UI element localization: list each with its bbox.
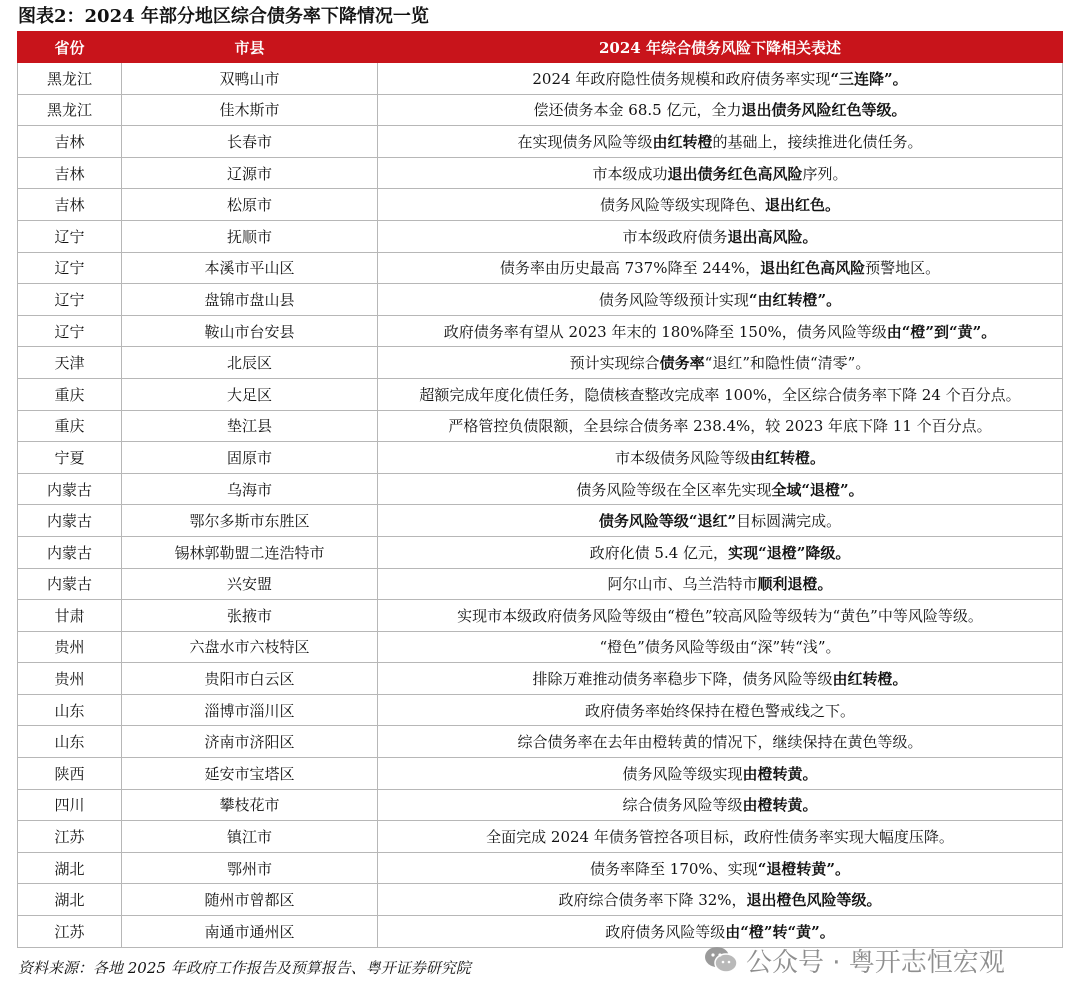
description-emphasis: 退出债务风险红色等级。 bbox=[741, 101, 907, 120]
city-cell: 张掖市 bbox=[122, 600, 378, 632]
description-text: 政府债务率有望从 2023 年末的 180%降至 150%，债务风险等级 bbox=[443, 322, 887, 341]
province-cell: 辽宁 bbox=[18, 252, 122, 284]
province-cell: 天津 bbox=[18, 347, 122, 379]
city-cell: 长春市 bbox=[122, 126, 378, 158]
city-cell: 延安市宝塔区 bbox=[122, 758, 378, 790]
table-row bbox=[18, 663, 1063, 695]
description-text: 预计实现综合 bbox=[569, 354, 660, 373]
description-text: 市本级成功 bbox=[592, 164, 668, 183]
description-text: 实现市本级政府债务风险等级由“橙色”较高风险等级转为“黄色”中等风险等级。 bbox=[457, 606, 983, 625]
description-text: 政府债务风险等级 bbox=[605, 922, 726, 941]
province-cell: 辽宁 bbox=[18, 315, 122, 347]
city-cell: 本溪市平山区 bbox=[122, 252, 378, 284]
description-cell bbox=[378, 378, 1063, 410]
description-text: 目标圆满完成。 bbox=[736, 512, 842, 531]
description-emphasis: 退出债务红色高风险 bbox=[667, 164, 803, 183]
city-cell: 大足区 bbox=[122, 378, 378, 410]
table-row bbox=[18, 505, 1063, 537]
description-text: 综合债务风险等级 bbox=[622, 796, 743, 815]
province-cell: 陕西 bbox=[18, 758, 122, 790]
table-row bbox=[18, 631, 1063, 663]
description-cell bbox=[378, 315, 1063, 347]
table-row bbox=[18, 789, 1063, 821]
description-text: 政府债务率始终保持在橙色警戒线之下。 bbox=[584, 701, 855, 720]
table-row bbox=[18, 189, 1063, 221]
description-emphasis: 由红转橙 bbox=[652, 132, 713, 151]
table-row bbox=[18, 347, 1063, 379]
description-cell bbox=[378, 126, 1063, 158]
table-row bbox=[18, 126, 1063, 158]
table-row bbox=[18, 157, 1063, 189]
description-emphasis: 实现“退橙”降级。 bbox=[728, 543, 851, 562]
description-text: 全面完成 2024 年债务管控各项目标，政府性债务率实现大幅度压降。 bbox=[486, 828, 954, 847]
description-cell bbox=[378, 473, 1063, 505]
description-cell bbox=[378, 758, 1063, 790]
description-text: 市本级债务风险等级 bbox=[614, 448, 750, 467]
description-cell bbox=[378, 189, 1063, 221]
description-cell bbox=[378, 94, 1063, 126]
description-text: 的基础上，接续推进化债任务。 bbox=[712, 132, 923, 151]
table-header-row bbox=[18, 32, 1063, 63]
table-row bbox=[18, 63, 1063, 95]
province-cell: 内蒙古 bbox=[18, 536, 122, 568]
description-cell bbox=[378, 726, 1063, 758]
wechat-icon bbox=[704, 945, 738, 975]
city-cell: 垫江县 bbox=[122, 410, 378, 442]
description-cell bbox=[378, 157, 1063, 189]
description-emphasis: 由橙转黄。 bbox=[742, 764, 818, 783]
description-text: 偿还债务本金 68.5 亿元，全力 bbox=[533, 101, 742, 120]
header-description: 2024 年综合债务风险下降相关表述 bbox=[378, 32, 1063, 63]
table-row bbox=[18, 600, 1063, 632]
description-emphasis: 由“橙”到“黄”。 bbox=[886, 322, 997, 341]
header-city: 市县 bbox=[122, 32, 378, 63]
debt-table bbox=[17, 31, 1063, 948]
city-cell: 佳木斯市 bbox=[122, 94, 378, 126]
table-row bbox=[18, 758, 1063, 790]
watermark-text: 公众号 · 粤开志恒宏观 bbox=[746, 947, 1005, 978]
table-body bbox=[18, 63, 1063, 948]
city-cell: 兴安盟 bbox=[122, 568, 378, 600]
city-cell: 固原市 bbox=[122, 442, 378, 474]
city-cell: 鞍山市台安县 bbox=[122, 315, 378, 347]
province-cell: 山东 bbox=[18, 726, 122, 758]
description-cell bbox=[378, 284, 1063, 316]
description-emphasis: 由橙转黄。 bbox=[742, 796, 818, 815]
province-cell: 吉林 bbox=[18, 189, 122, 221]
description-cell bbox=[378, 536, 1063, 568]
city-cell: 辽源市 bbox=[122, 157, 378, 189]
description-cell bbox=[378, 63, 1063, 95]
description-cell bbox=[378, 631, 1063, 663]
description-cell bbox=[378, 568, 1063, 600]
description-cell bbox=[378, 252, 1063, 284]
table-row bbox=[18, 220, 1063, 252]
description-cell bbox=[378, 789, 1063, 821]
city-cell: 攀枝花市 bbox=[122, 789, 378, 821]
province-cell: 辽宁 bbox=[18, 220, 122, 252]
table-row bbox=[18, 442, 1063, 474]
description-emphasis: “由红转橙”。 bbox=[748, 290, 842, 309]
province-cell: 宁夏 bbox=[18, 442, 122, 474]
city-cell: 贵阳市白云区 bbox=[122, 663, 378, 695]
description-cell bbox=[378, 220, 1063, 252]
city-cell: 镇江市 bbox=[122, 821, 378, 853]
city-cell: 乌海市 bbox=[122, 473, 378, 505]
city-cell: 北辰区 bbox=[122, 347, 378, 379]
table-row bbox=[18, 378, 1063, 410]
description-emphasis: 退出红色高风险 bbox=[760, 259, 866, 278]
description-emphasis: “退橙转黄”。 bbox=[757, 859, 850, 878]
province-cell: 吉林 bbox=[18, 157, 122, 189]
description-text: 政府化债 5.4 亿元， bbox=[589, 543, 729, 562]
description-cell bbox=[378, 347, 1063, 379]
description-cell bbox=[378, 442, 1063, 474]
description-emphasis: 退出橙色风险等级。 bbox=[746, 891, 882, 910]
city-cell: 抚顺市 bbox=[122, 220, 378, 252]
description-text: 阿尔山市、乌兰浩特市 bbox=[607, 575, 758, 594]
table-row bbox=[18, 884, 1063, 916]
province-cell: 山东 bbox=[18, 694, 122, 726]
description-text: 市本级政府债务 bbox=[622, 227, 728, 246]
description-cell bbox=[378, 600, 1063, 632]
city-cell: 松原市 bbox=[122, 189, 378, 221]
description-text: 债务风险等级实现 bbox=[622, 764, 743, 783]
description-emphasis: 顺利退橙。 bbox=[757, 575, 833, 594]
description-text: 预警地区。 bbox=[865, 259, 941, 278]
description-text: 严格管控负债限额，全县综合债务率 238.4%，较 2023 年底下降 11 个百分点。 bbox=[448, 417, 992, 436]
watermark bbox=[704, 940, 1005, 980]
description-text: 超额完成年度化债任务，隐债核查整改完成率 100%，全区综合债务率下降 24 个百分点。 bbox=[419, 385, 1021, 404]
description-text: 排除万难推动债务率稳步下降，债务风险等级 bbox=[532, 670, 833, 689]
city-cell: 随州市曾都区 bbox=[122, 884, 378, 916]
table-row bbox=[18, 821, 1063, 853]
description-text: 综合债务率在去年由橙转黄的情况下，继续保持在黄色等级。 bbox=[517, 733, 923, 752]
description-text: 序列。 bbox=[802, 164, 848, 183]
province-cell: 贵州 bbox=[18, 631, 122, 663]
city-cell: 六盘水市六枝特区 bbox=[122, 631, 378, 663]
description-text: “橙色”债务风险等级由“深”转“浅”。 bbox=[599, 638, 841, 657]
table-row bbox=[18, 410, 1063, 442]
figure-title: 图表2：2024 年部分地区综合债务率下降情况一览 bbox=[18, 6, 429, 27]
table-row bbox=[18, 284, 1063, 316]
city-cell: 锡林郭勒盟二连浩特市 bbox=[122, 536, 378, 568]
description-text: 债务风险等级预计实现 bbox=[598, 290, 749, 309]
description-cell bbox=[378, 410, 1063, 442]
city-cell: 济南市济阳区 bbox=[122, 726, 378, 758]
description-cell bbox=[378, 821, 1063, 853]
description-text: 债务率降至 170%、实现 bbox=[590, 859, 758, 878]
description-text: 债务率由历史最高 737%降至 244%， bbox=[499, 259, 761, 278]
province-cell: 辽宁 bbox=[18, 284, 122, 316]
description-cell bbox=[378, 505, 1063, 537]
source-note: 资料来源：各地 2025 年政府工作报告及预算报告、粤开证券研究院 bbox=[18, 959, 471, 977]
province-cell: 湖北 bbox=[18, 852, 122, 884]
description-text: 政府综合债务率下降 32%， bbox=[558, 891, 747, 910]
province-cell: 贵州 bbox=[18, 663, 122, 695]
province-cell: 黑龙江 bbox=[18, 63, 122, 95]
city-cell: 鄂尔多斯市东胜区 bbox=[122, 505, 378, 537]
province-cell: 黑龙江 bbox=[18, 94, 122, 126]
city-cell: 南通市通州区 bbox=[122, 916, 378, 948]
description-emphasis: 退出红色。 bbox=[765, 196, 841, 215]
table-row bbox=[18, 315, 1063, 347]
description-emphasis: 由红转橙。 bbox=[832, 670, 908, 689]
description-text: 2024 年政府隐性债务规模和政府债务率实现 bbox=[532, 69, 831, 88]
description-cell bbox=[378, 694, 1063, 726]
city-cell: 双鸭山市 bbox=[122, 63, 378, 95]
province-cell: 内蒙古 bbox=[18, 568, 122, 600]
province-cell: 重庆 bbox=[18, 378, 122, 410]
description-emphasis: “三连降”。 bbox=[830, 69, 908, 88]
header-province: 省份 bbox=[18, 32, 122, 63]
description-cell bbox=[378, 663, 1063, 695]
description-emphasis: 由“橙”转“黄”。 bbox=[725, 922, 835, 941]
table-row bbox=[18, 694, 1063, 726]
city-cell: 淄博市淄川区 bbox=[122, 694, 378, 726]
table-row bbox=[18, 852, 1063, 884]
province-cell: 江苏 bbox=[18, 916, 122, 948]
description-text: 在实现债务风险等级 bbox=[517, 132, 653, 151]
description-emphasis: 由红转橙。 bbox=[750, 448, 826, 467]
city-cell: 盘锦市盘山县 bbox=[122, 284, 378, 316]
province-cell: 重庆 bbox=[18, 410, 122, 442]
description-emphasis: 债务率 bbox=[659, 354, 705, 373]
description-cell bbox=[378, 884, 1063, 916]
description-cell bbox=[378, 852, 1063, 884]
province-cell: 甘肃 bbox=[18, 600, 122, 632]
province-cell: 四川 bbox=[18, 789, 122, 821]
province-cell: 江苏 bbox=[18, 821, 122, 853]
description-text: 债务风险等级实现降色、 bbox=[599, 196, 765, 215]
table-row bbox=[18, 726, 1063, 758]
city-cell: 鄂州市 bbox=[122, 852, 378, 884]
table-row bbox=[18, 252, 1063, 284]
description-text: “退红”和隐性债“清零”。 bbox=[704, 354, 871, 373]
table-row bbox=[18, 536, 1063, 568]
description-emphasis: 退出高风险。 bbox=[727, 227, 818, 246]
table-row bbox=[18, 568, 1063, 600]
province-cell: 湖北 bbox=[18, 884, 122, 916]
province-cell: 吉林 bbox=[18, 126, 122, 158]
province-cell: 内蒙古 bbox=[18, 473, 122, 505]
table-row bbox=[18, 94, 1063, 126]
province-cell: 内蒙古 bbox=[18, 505, 122, 537]
table-row bbox=[18, 473, 1063, 505]
description-text: 债务风险等级在全区率先实现 bbox=[576, 480, 772, 499]
description-emphasis: 债务风险等级“退红” bbox=[598, 512, 737, 531]
description-emphasis: 全域“退橙”。 bbox=[771, 480, 864, 499]
